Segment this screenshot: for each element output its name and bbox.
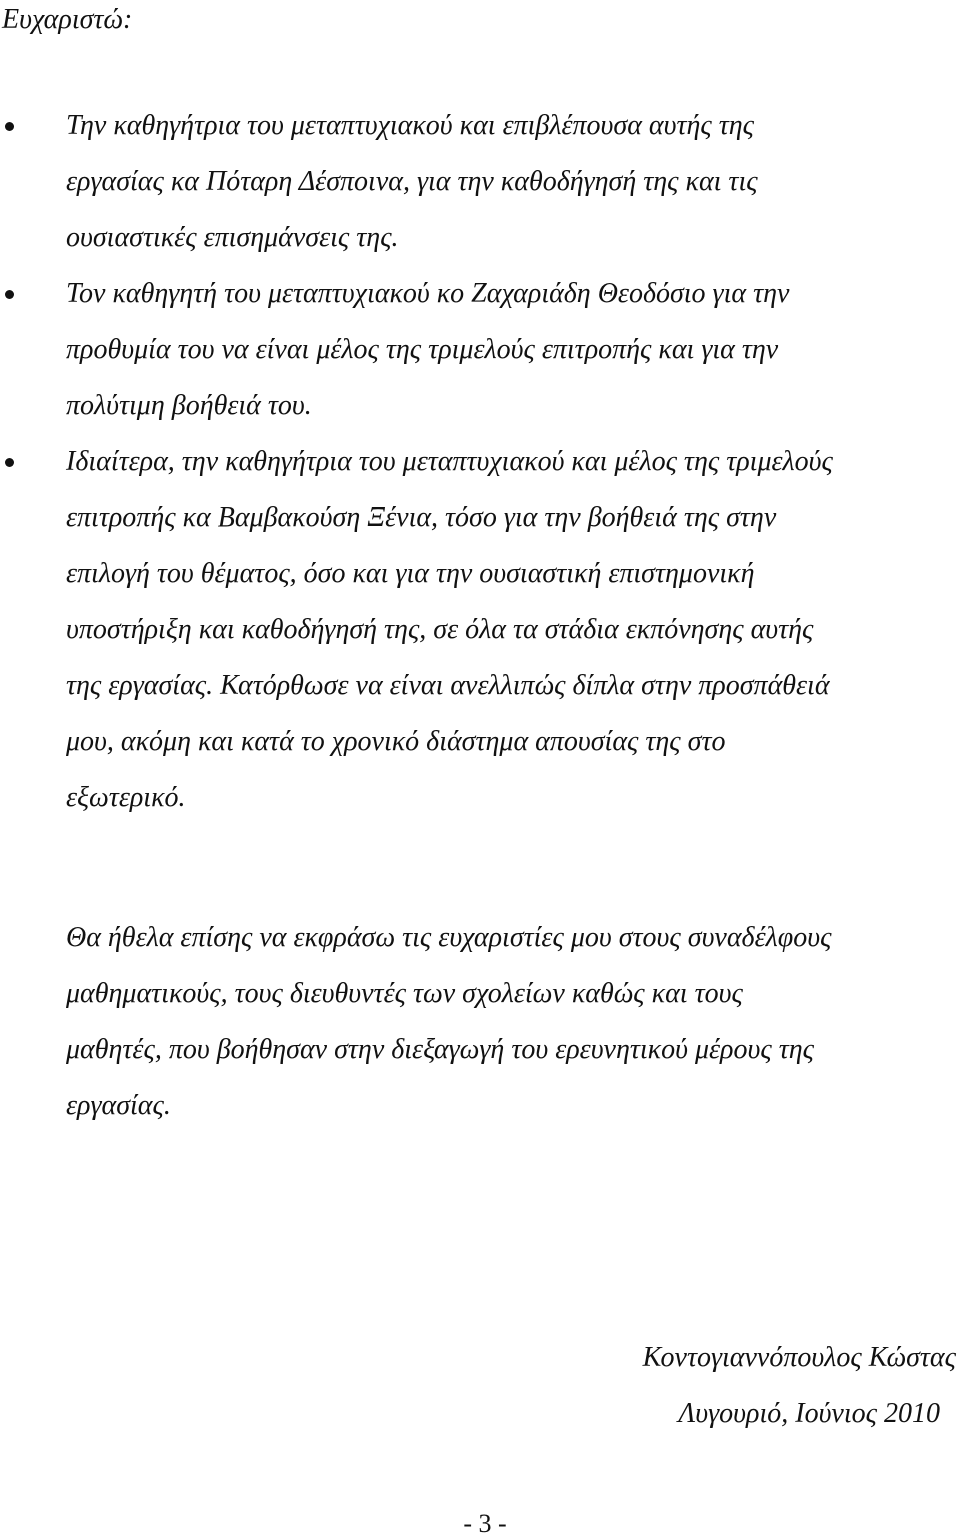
list-item-line: εξωτερικό. [66, 782, 186, 813]
list-item-line: Ιδιαίτερα, την καθηγήτρια του μεταπτυχιακού και μέλος της τριμελούς [66, 446, 833, 477]
list-item-line: εργασίας κα Πόταρη Δέσποινα, για την καθοδήγησή της και τις [66, 166, 758, 197]
signature-name: Κοντογιαννόπουλος Κώστας [642, 1342, 956, 1373]
list-item-line: προθυμία του να είναι μέλος της τριμελούς επιτροπής και για την [66, 334, 779, 365]
bullet-icon [5, 122, 14, 131]
paragraph-line: μαθηματικούς, τους διευθυντές των σχολείων καθώς και τους [66, 978, 743, 1009]
list-item-line: πολύτιμη βοήθειά του. [66, 390, 312, 421]
list-item-line: της εργασίας. Κατόρθωσε να είναι ανελλιπώς δίπλα στην προσπάθειά [66, 670, 830, 701]
paragraph-line: Θα ήθελα επίσης να εκφράσω τις ευχαριστίες μου στους συναδέλφους [66, 922, 832, 953]
paragraph-line: μαθητές, που βοήθησαν στην διεξαγωγή του ερευνητικού μέρους της [66, 1034, 814, 1065]
page-number-text: - 3 - [463, 1509, 507, 1538]
paragraph-line: εργασίας. [66, 1090, 171, 1121]
list-item-line: υποστήριξη και καθοδήγησή της, σε όλα τα στάδια εκπόνησης αυτής [66, 614, 814, 645]
list-item-line: μου, ακόμη και κατά το χρονικό διάστημα απουσίας της στο [66, 726, 726, 757]
bullet-icon [5, 458, 14, 467]
acknowledgements-list [0, 98, 960, 826]
bullet-icon [5, 290, 14, 299]
list-item-line: ουσιαστικές επισημάνσεις της. [66, 222, 399, 253]
list-item-line: επιτροπής κα Βαμβακούση Ξένια, τόσο για την βοήθειά της στην [66, 502, 777, 533]
list-item-line: επιλογή του θέματος, όσο και για την ουσιαστική επιστημονική [66, 558, 755, 589]
closing-paragraph [66, 910, 946, 1134]
signature-place-date: Λυγουριό, Ιούνιος 2010 [678, 1398, 940, 1429]
list-item [0, 98, 960, 266]
list-item [0, 434, 960, 826]
list-item-line: Την καθηγήτρια του μεταπτυχιακού και επιβλέπουσα αυτής της [66, 110, 754, 141]
list-item [0, 266, 960, 434]
signature-block [643, 1330, 956, 1442]
list-item-line: Τον καθηγητή του μεταπτυχιακού κο Ζαχαριάδη Θεοδόσιο για την [66, 278, 790, 309]
page-number [0, 1508, 960, 1540]
page-heading: Ευχαριστώ: [2, 4, 133, 35]
